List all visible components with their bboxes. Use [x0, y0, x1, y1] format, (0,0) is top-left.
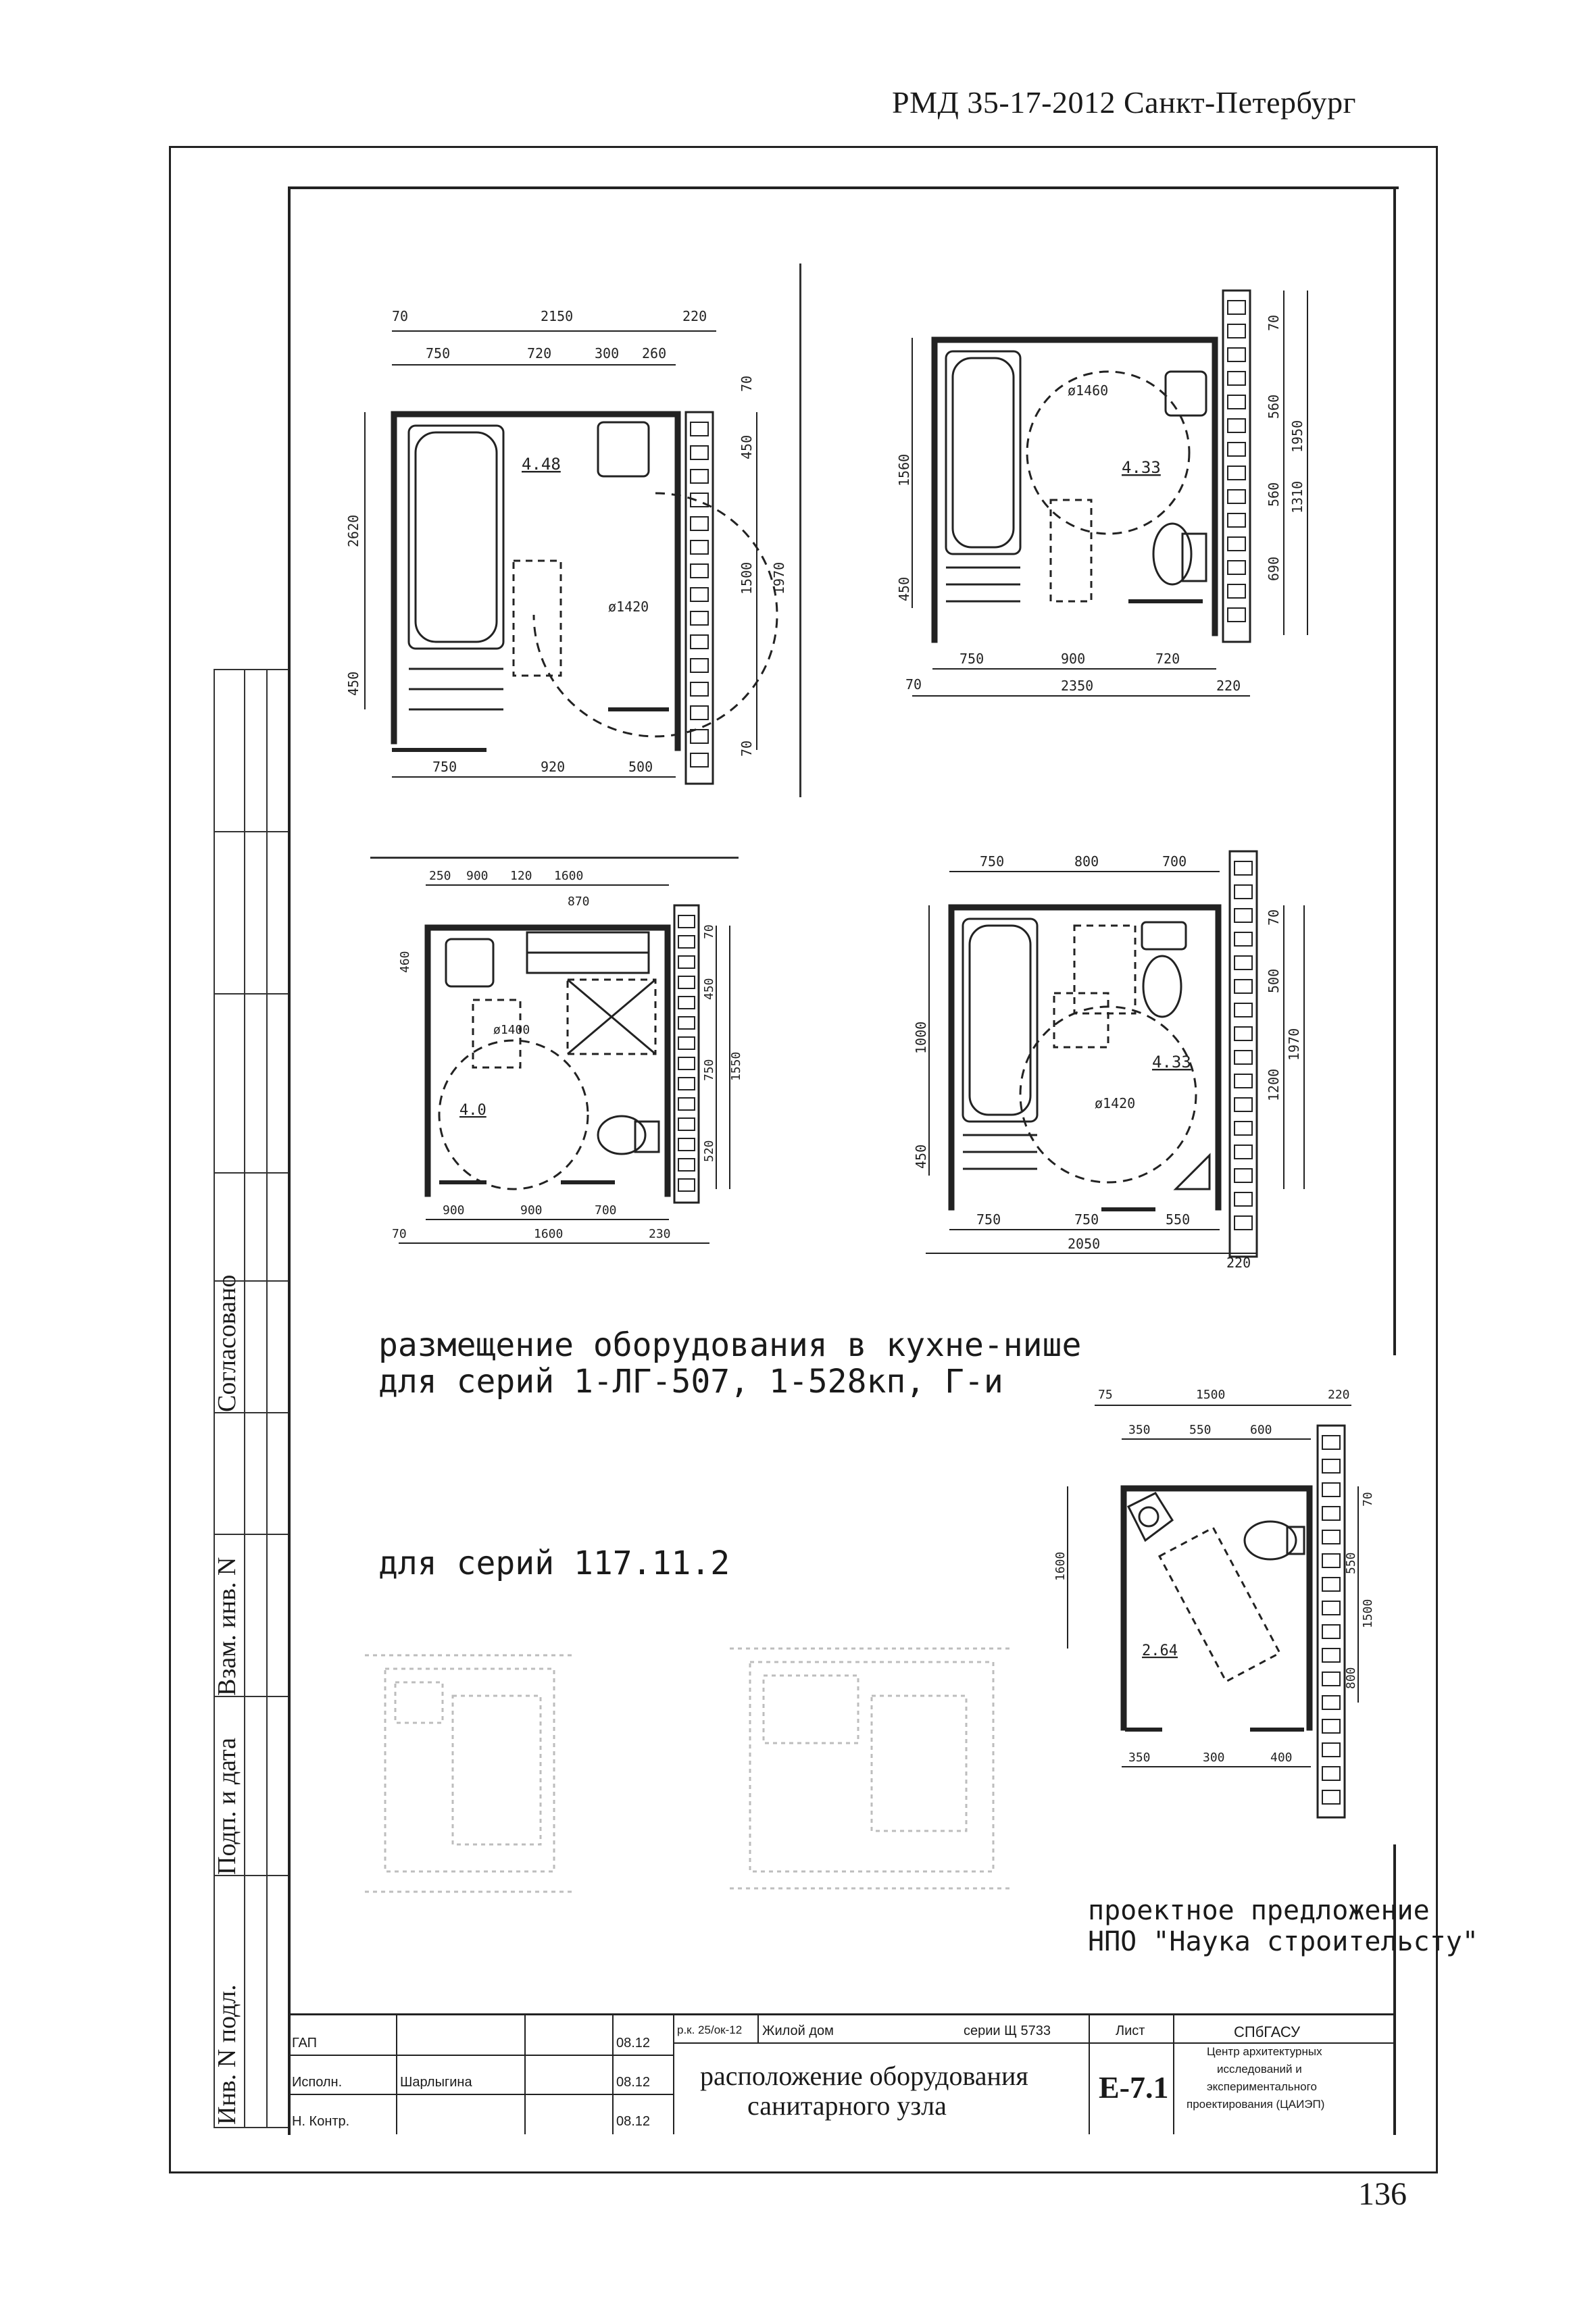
plan3-dim-corner: 70: [392, 1227, 407, 1241]
plan1-dim-right-0: 450: [739, 434, 755, 459]
stamp-inv-orig: Инв. N подл.: [213, 1984, 241, 2125]
plan1-area: 4.48: [522, 455, 561, 474]
caption-kitchen-niche: [378, 1328, 1081, 1401]
tb-role-norm-control: Н. Контр.: [292, 2114, 350, 2129]
tb-org-1: СПбГАСУ: [1234, 2023, 1301, 2040]
plan5-dim-right-1: 550: [1344, 1552, 1358, 1574]
plan2-dim-bot-1: 900: [1061, 651, 1086, 667]
tb-drawing-title-2: санитарного узла: [747, 2090, 947, 2121]
caption-kitchen-niche-line1: размещение оборудования в кухне-нише: [378, 1326, 1082, 1364]
plan4-dim-bot-0: 750: [976, 1211, 1001, 1228]
tb-series: серии Щ 5733: [964, 2023, 1051, 2038]
bathroom-plan-faint-2: [709, 1621, 1061, 1905]
tb-name-executor: Шарлыгина: [400, 2075, 472, 2090]
plan5-dim-r2-2: 600: [1250, 1423, 1272, 1437]
plan1-dim-bot-0: 750: [432, 759, 457, 775]
plan1-circle: ø1420: [608, 599, 649, 615]
plan5-area: 2.64: [1142, 1642, 1178, 1659]
plan3-dim-right-2: 1550: [729, 1051, 743, 1081]
plan4-dim-right-3: 1200: [1266, 1068, 1282, 1101]
bathroom-plan-faint-1: [351, 1628, 608, 1912]
plan4-area: 4.33: [1152, 1053, 1191, 1072]
bathroom-plan-1: [338, 291, 824, 818]
plan3-dim-top-3: 1600: [554, 869, 584, 883]
plan3-dim-bot-4: 230: [649, 1227, 671, 1241]
bathroom-plan-4: [913, 838, 1324, 1271]
plan2-dim-bot-4: 220: [1216, 678, 1241, 694]
plan4-dim-left-1: 450: [913, 1144, 929, 1169]
tb-role-gap: ГАП: [292, 2036, 317, 2051]
tb-date-norm-control: 08.12: [616, 2114, 651, 2129]
bathroom-plan-5: [1054, 1378, 1392, 1811]
plan1-dim-top-0: 70: [392, 308, 409, 324]
caption-series-117: для серий 117.11.2: [378, 1544, 730, 1582]
plan4-dim-top-2: 700: [1162, 853, 1187, 870]
plan3-dim-bot-1: 900: [520, 1203, 543, 1217]
plan5-dim-top-1: 1500: [1196, 1388, 1226, 1402]
tb-role-executor: Исполн.: [292, 2075, 343, 2090]
plan2-dim-left-1: 450: [896, 576, 912, 601]
plan3-circle: ø1400: [493, 1023, 530, 1037]
plan2-dim-right-4: 1310: [1289, 480, 1305, 513]
divider-vertical: [799, 263, 801, 797]
document-code: РМД 35-17-2012 Санкт-Петербург: [892, 85, 1357, 120]
caption-proposal-line1: проектное предложение: [1088, 1895, 1430, 1926]
plan1-dim-r2-3: 260: [642, 345, 667, 361]
caption-proposal-line2: НПО "Наука строительсту": [1088, 1926, 1478, 1957]
plan4-dim-top-0: 750: [980, 853, 1005, 870]
plan5-dim-right-0: 70: [1361, 1492, 1375, 1507]
plan2-dim-right-0: 70: [1266, 314, 1282, 331]
plan5-dim-r2-0: 350: [1128, 1423, 1151, 1437]
caption-proposal: [1088, 1895, 1478, 1957]
plan5-dim-right-3: 800: [1344, 1667, 1358, 1689]
tb-contract: р.к. 25/ок-12: [677, 2023, 743, 2036]
plan3-dim-top-4: 870: [568, 895, 590, 909]
plan5-dim-left-0: 1600: [1053, 1551, 1068, 1581]
tb-org-2: Центр архитектурных: [1207, 2045, 1322, 2058]
tb-org-5: проектирования (ЦАИЭП): [1187, 2098, 1325, 2111]
plan4-dim-left-0: 1000: [913, 1021, 929, 1054]
divider-horizontal: [370, 857, 739, 859]
plan4-dim-right-0: 70: [1266, 909, 1282, 926]
plan1-dim-right-3: 70: [739, 375, 755, 392]
plan3-dim-right-3: 750: [702, 1059, 716, 1081]
tb-date-gap: 08.12: [616, 2036, 651, 2051]
plan5-dim-bot-2: 400: [1270, 1751, 1293, 1765]
plan2-dim-bot-0: 750: [959, 651, 984, 667]
bathroom-plan-3: [392, 865, 743, 1257]
plan3-dim-top-0: 250: [429, 869, 451, 883]
plan2-dim-left-0: 1560: [896, 453, 912, 486]
plan5-dim-top-2: 220: [1328, 1388, 1350, 1402]
plan4-dim-top-1: 800: [1074, 853, 1099, 870]
plan3-dim-bot-0: 900: [443, 1203, 465, 1217]
plan3-dim-top-2: 120: [510, 869, 532, 883]
plan4-dim-right-1: 500: [1266, 968, 1282, 993]
plan1-dim-r2-2: 300: [595, 345, 620, 361]
plan5-dim-r2-1: 550: [1189, 1423, 1212, 1437]
bathroom-plan-2: [896, 284, 1324, 709]
tb-date-executor: 08.12: [616, 2075, 651, 2090]
plan5-dim-top-0: 75: [1098, 1388, 1113, 1402]
plan2-dim-right-1: 560: [1266, 394, 1282, 419]
plan4-circle: ø1420: [1095, 1095, 1136, 1111]
plan1-dim-left-1: 450: [345, 671, 361, 696]
tb-sheet-label: Лист: [1116, 2023, 1145, 2038]
plan4-dim-bot-4: 220: [1226, 1255, 1251, 1271]
tb-sheet-number: Е-7.1: [1099, 2070, 1169, 2105]
plan5-dim-bot-1: 300: [1203, 1751, 1225, 1765]
plan2-dim-right-2: 1950: [1289, 420, 1305, 453]
plan3-dim-right-4: 520: [702, 1140, 716, 1162]
plan3-dim-top-1: 900: [466, 869, 489, 883]
plan1-dim-bot-2: 500: [628, 759, 653, 775]
plan2-dim-right-3: 560: [1266, 482, 1282, 507]
tb-org-3: исследований и: [1217, 2063, 1302, 2076]
plan3-dim-left-0: 460: [398, 951, 412, 973]
tb-object: Жилой дом: [762, 2023, 834, 2038]
tb-drawing-title-1: расположение оборудования: [700, 2061, 1028, 2091]
stamp-agreed: Согласовано: [213, 1274, 241, 1412]
plan5-dim-right-2: 1500: [1361, 1599, 1375, 1628]
plan2-dim-corner: 70: [905, 676, 922, 693]
plan2-area: 4.33: [1122, 458, 1161, 477]
plan1-dim-right-1: 1500: [739, 561, 755, 595]
plan2-dim-right-5: 690: [1266, 556, 1282, 581]
title-block: [288, 2013, 1396, 2134]
plan2-dim-bot-2: 720: [1155, 651, 1180, 667]
plan2-circle: ø1460: [1068, 382, 1109, 399]
plan1-dim-top-1: 2150: [541, 308, 574, 324]
plan4-dim-right-2: 1970: [1286, 1028, 1302, 1061]
plan3-dim-right-1: 450: [702, 978, 716, 1000]
plan4-dim-bot-1: 750: [1074, 1211, 1099, 1228]
frame-right-edge-top: [1393, 186, 1396, 1355]
plan1-dim-r2-1: 720: [527, 345, 552, 361]
plan1-dim-top-2: 220: [682, 308, 707, 324]
plan2-dim-bot-3: 2350: [1061, 678, 1094, 694]
plan3-dim-bot-3: 1600: [534, 1227, 564, 1241]
stamp-inv-replace: Взам. инв. N: [213, 1557, 241, 1696]
plan3-dim-bot-2: 700: [595, 1203, 617, 1217]
plan1-dim-r2-0: 750: [426, 345, 451, 361]
side-stamp: [214, 669, 288, 2128]
caption-kitchen-niche-line2: для серий 1-ЛГ-507, 1-528кп, Г-и: [378, 1362, 1003, 1401]
plan3-dim-right-0: 70: [702, 924, 716, 939]
plan1-dim-right-2: 1970: [771, 561, 787, 595]
page-number: 136: [1358, 2176, 1407, 2212]
plan4-dim-bot-2: 550: [1166, 1211, 1191, 1228]
plan1-dim-left-0: 2620: [345, 514, 361, 547]
plan1-dim-bot-1: 920: [541, 759, 566, 775]
stamp-sign-date: Подп. и дата: [213, 1737, 241, 1875]
plan4-dim-bot-3: 2050: [1068, 1236, 1101, 1252]
plan5-dim-bot-0: 350: [1128, 1751, 1151, 1765]
plan1-dim-right-4: 70: [739, 740, 755, 757]
tb-org-4: экспериментального: [1207, 2080, 1317, 2093]
plan3-area: 4.0: [459, 1102, 487, 1119]
